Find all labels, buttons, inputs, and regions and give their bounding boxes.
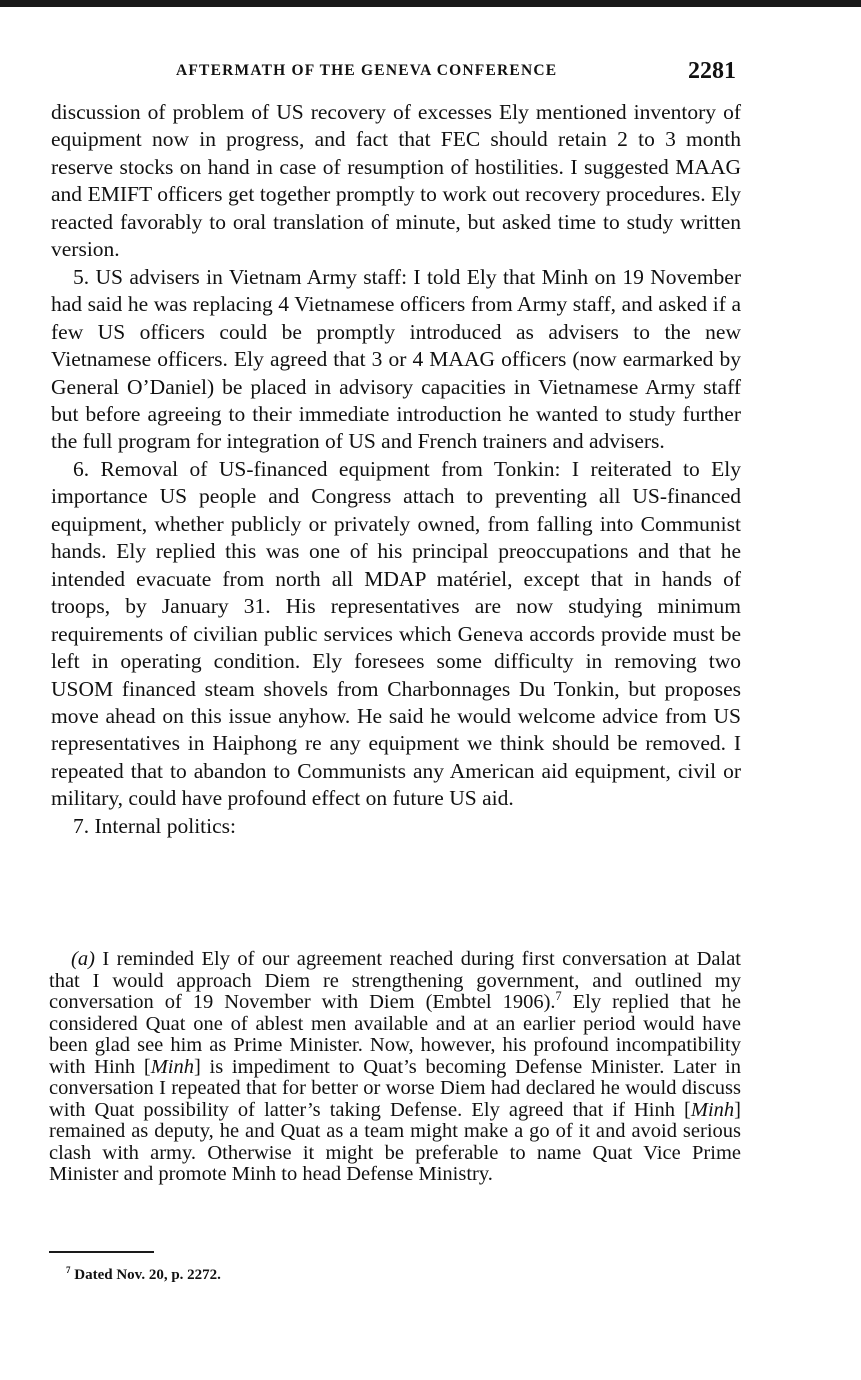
page-header (0, 58, 861, 88)
footnote-rule (49, 1251, 154, 1253)
item-a-name-minh-2: Minh (690, 1098, 735, 1121)
paragraph-internal-politics: 7. Internal politics: (73, 813, 237, 838)
main-text (51, 99, 741, 840)
item-a-text-3: ] is impediment to Quat’s becoming Defense Minister. Later in conversation I repeated that for better or worse Diem had declared he would discuss with Quat possibility of latter’s taking Defense. Ely agreed that if Hinh [ (49, 1055, 741, 1121)
paragraph-continuation: discussion of problem of US recovery of excesses Ely mentioned inventory of equipment now in progress, and fact that FEC should retain 2 to 3 month reserve stocks on hand in case of resumption of hostilities. I suggested MAAG and EMIFT officers get together promptly to work out recovery procedures. Ely reacted favorably to oral translation of minute, but asked time to study written version. (51, 100, 741, 262)
footnote-marker: 7 (66, 1265, 71, 1275)
footnote-text: Dated Nov. 20, p. 2272. (70, 1267, 221, 1283)
item-a-text-4: ] remained as deputy, he and Quat as a team might make a go of it and avoid serious clash with army. Otherwise it might be preferable to name Quat Vice Prime Minister and promote Minh to head Defense Ministry. (49, 1098, 741, 1185)
item-a-text-2: Ely replied that he considered Quat one of ablest men available and at an earlier period would have been glad see him as Prime Minister. Now, however, his profound incompatibility with Hinh [ (49, 991, 741, 1078)
paragraph-us-advisers: 5. US advisers in Vietnam Army staff: I told Ely that Minh on 19 November had said he was replacing 4 Vietnamese officers from Army staff, and asked if a few US officers could be promptly introduced as advisers to the new Vietnamese officers. Ely agreed that 3 or 4 MAAG officers (now earmarked by General O’Daniel) be placed in advisory capacities in Vietnamese Army staff but before agreeing to their immediate introduction he wanted to study further the full program for integration of US and French trainers and advisers. (51, 264, 741, 454)
item-a-text-1: I reminded Ely of our agreement reached during first conversation at Dalat that I would approach Diem re strengthening government, and outlined my conversation of 19 November with Diem (Embtel 1906). (49, 948, 741, 1013)
paragraph-equipment-removal: 6. Removal of US-financed equipment from Tonkin: I reiterated to Ely importance US people and Congress attach to preventing all US-financed equipment, whether publicly or privately owned, from falling into Communist hands. Ely replied this was one of his principal preoccupations and that he intended evacuate from north all MDAP matériel, except that in hands of troops, by January 31. His representatives are now studying minimum requirements of civilian public services which Geneva accords provide must be left in operating condition. Ely foresees some difficulty in removing two USOM financed steam shovels from Charbonnages Du Tonkin, but proposes move ahead on this issue anyhow. He said he would welcome advice from US representatives in Haiphong re any equipment we think should be removed. I repeated that to abandon to Communists any American aid equipment, civil or military, could have profound effect on future US aid. (51, 456, 741, 811)
item-label: (a) (71, 948, 95, 970)
item-a-name-minh-1: Minh (150, 1055, 194, 1078)
page-number: 2281 (688, 58, 736, 84)
paragraph-item-a (49, 949, 741, 1186)
top-border-rule (0, 0, 861, 7)
quoted-section (49, 949, 741, 1186)
footnote-reference: 7 (555, 989, 562, 1004)
footnote (66, 1267, 221, 1284)
running-head: AFTERMATH OF THE GENEVA CONFERENCE (176, 62, 558, 79)
